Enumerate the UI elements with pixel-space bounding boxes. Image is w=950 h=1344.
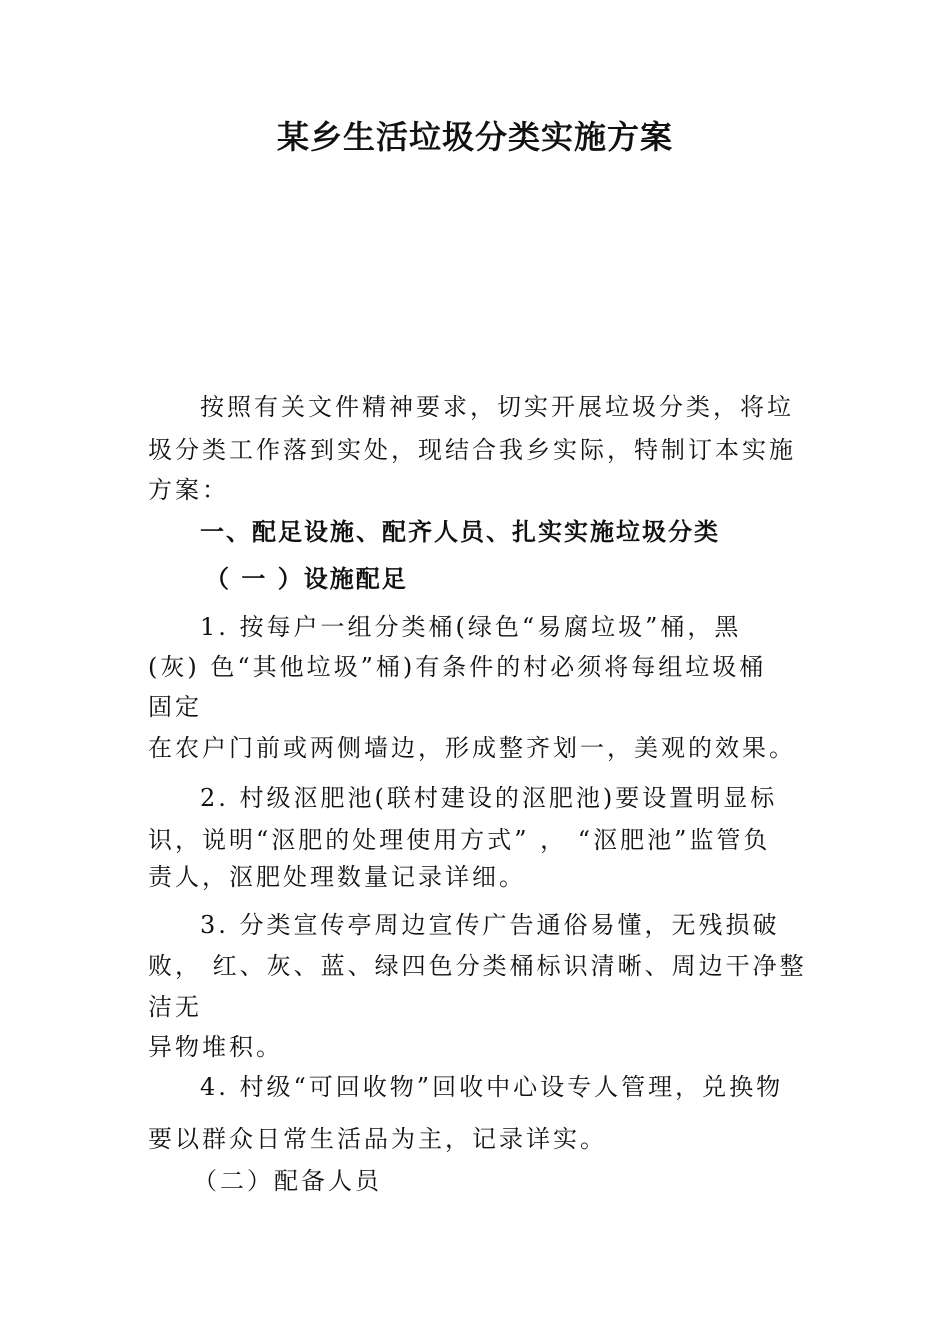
intro-line-2: 圾分类工作落到实处，现结合我乡实际，特制订本实施 [148, 436, 796, 464]
item1-line-3: 固定 [148, 693, 202, 721]
item1-line-2: (灰) 色“其他垃圾”桶)有条件的村必须将每组垃圾桶 [148, 653, 767, 681]
item2-line-2: 识，说明“沤肥的处理使用方式” ， “沤肥池”监管负 [148, 826, 771, 854]
subsection2-heading: （二）配备人员 [193, 1167, 382, 1195]
item4-line-1: 4. 村级“可回收物”回收中心设专人管理，兑换物 [200, 1073, 784, 1101]
item3-line-2: 败， 红、灰、蓝、绿四色分类桶标识清晰、周边干净整 [148, 952, 807, 980]
item3-line-1: 3. 分类宣传亭周边宣传广告通俗易懂，无残损破 [200, 911, 780, 939]
item2-line-1: 2. 村级沤肥池(联村建设的沤肥池)要设置明显标 [200, 784, 778, 812]
subsection1-heading: （ 一 ）设施配足 [205, 564, 408, 593]
section1-heading: 一、配足设施、配齐人员、扎实实施垃圾分类 [200, 517, 720, 546]
intro-line-1: 按照有关文件精神要求，切实开展垃圾分类，将垃 [200, 393, 794, 421]
item3-line-4: 异物堆积。 [148, 1033, 283, 1061]
item1-line-1: 1. 按每户一组分类桶(绿色“易腐垃圾”桶，黑 [200, 613, 742, 641]
item3-line-3: 洁无 [148, 993, 202, 1021]
intro-line-3: 方案： [148, 476, 229, 504]
item2-line-3: 责人，沤肥处理数量记录详细。 [148, 863, 526, 891]
document-title: 某乡生活垃圾分类实施方案 [276, 118, 673, 156]
item1-line-4: 在农户门前或两侧墙边，形成整齐划一，美观的效果。 [148, 734, 796, 762]
item4-line-2: 要以群众日常生活品为主，记录详实。 [148, 1125, 607, 1153]
